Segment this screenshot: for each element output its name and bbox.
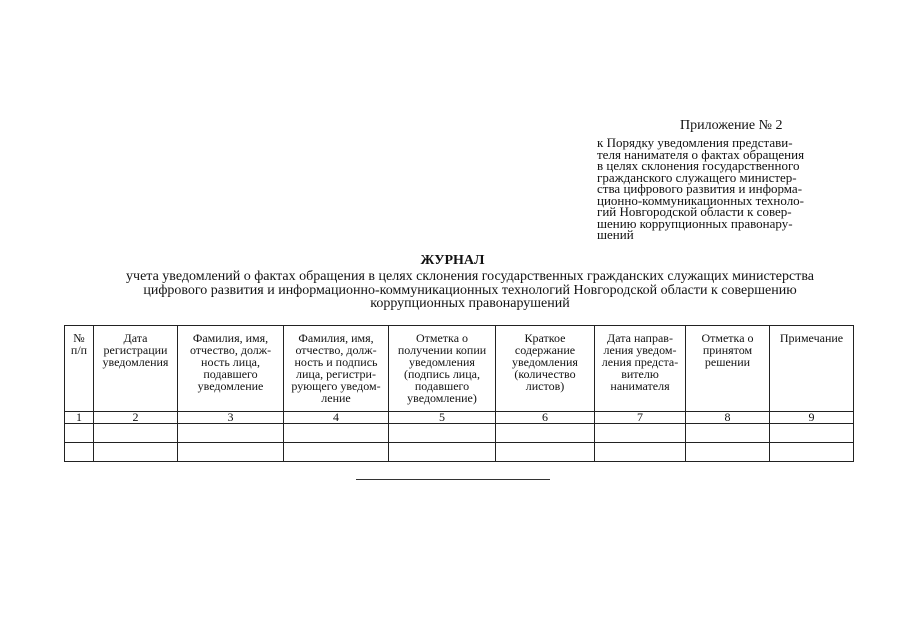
column-header-line: получении копии xyxy=(397,343,487,357)
column-header-line: уведомления xyxy=(409,355,475,369)
journal-subtitle-line: цифрового развития и информационно-коммуникационных технологий Новгородской области к совершению xyxy=(143,282,797,298)
table-header-row xyxy=(65,326,854,412)
column-header-line: (количество xyxy=(514,367,576,381)
column-number: 1 xyxy=(65,412,94,424)
column-number: 6 xyxy=(496,412,595,424)
column-header-1 xyxy=(65,326,94,412)
column-header-line: Фамилия, имя, xyxy=(192,331,269,345)
column-header-line: Дата xyxy=(123,331,148,345)
column-header-line: ления предста- xyxy=(601,355,679,369)
column-header-line: № xyxy=(73,331,85,345)
table-cell xyxy=(595,424,686,443)
column-number-row xyxy=(65,412,854,424)
column-header-line: регистрации xyxy=(103,343,168,357)
column-header-line: Дата направ- xyxy=(607,331,673,345)
column-header-line: ление xyxy=(321,391,351,405)
column-header-line: решении xyxy=(704,355,751,369)
appendix-line: теля нанимателя о фактах обращения xyxy=(597,146,805,162)
table-cell xyxy=(496,443,595,462)
column-header-line: Примечание xyxy=(779,331,844,345)
column-header-line: уведомление) xyxy=(407,391,477,405)
appendix-line: гий Новгородской области к совер- xyxy=(597,204,792,219)
table-cell xyxy=(284,424,389,443)
table-row xyxy=(65,424,854,443)
column-number: 9 xyxy=(770,412,854,424)
column-header-line: уведомления xyxy=(512,355,578,369)
column-header-line: ления уведом- xyxy=(603,343,677,357)
column-number: 4 xyxy=(284,412,389,424)
column-header-line: листов) xyxy=(525,379,565,393)
column-header-line: ность лица, xyxy=(201,355,260,369)
column-header-line: принятом xyxy=(702,343,753,357)
table-cell xyxy=(94,443,178,462)
appendix-title: Приложение № 2 xyxy=(680,118,783,133)
table-cell xyxy=(389,443,496,462)
bottom-rule xyxy=(356,479,550,480)
journal-title: ЖУРНАЛ xyxy=(420,253,485,268)
column-header-line: отчество, долж- xyxy=(295,343,377,357)
column-header-4 xyxy=(284,326,389,412)
table-cell xyxy=(686,443,770,462)
table-cell xyxy=(595,443,686,462)
column-header-line: Краткое xyxy=(524,331,566,345)
journal-subtitle-line: учета уведомлений о фактах обращения в целях склонения государственных гражданских служащих министерства xyxy=(126,269,814,284)
appendix-text xyxy=(597,137,845,241)
appendix-line: в целях склонения государственного xyxy=(597,158,800,173)
column-header-line: Фамилия, имя, xyxy=(298,331,374,345)
column-header-line: уведомление xyxy=(197,379,264,393)
journal-subtitle-line: коррупционных правонарушений xyxy=(370,296,570,311)
journal-table xyxy=(64,325,854,462)
column-header-3 xyxy=(178,326,284,412)
column-header-line: Отметка о xyxy=(415,331,469,345)
table-cell xyxy=(178,424,284,443)
column-header-line: Отметка о xyxy=(701,331,754,345)
column-header-line: подавшего xyxy=(203,367,258,381)
column-header-line: вителю xyxy=(621,367,659,381)
column-number: 2 xyxy=(94,412,178,424)
column-header-line: лица, регистри- xyxy=(296,367,376,381)
column-header-line: (подпись лица, xyxy=(404,367,480,381)
journal-subtitle xyxy=(80,270,860,311)
table-cell xyxy=(389,424,496,443)
column-header-7 xyxy=(595,326,686,412)
column-header-line: уведомления xyxy=(102,355,169,369)
column-header-line: нанимателя xyxy=(610,379,670,393)
appendix-line: гражданского служащего министер- xyxy=(597,169,797,185)
column-number: 3 xyxy=(178,412,284,424)
appendix-line: ционно-коммуникационных техноло- xyxy=(597,192,805,208)
table-cell xyxy=(284,443,389,462)
appendix-line: шений xyxy=(597,227,634,242)
column-header-6 xyxy=(496,326,595,412)
table-cell xyxy=(770,424,854,443)
column-header-2 xyxy=(94,326,178,412)
column-number: 7 xyxy=(595,412,686,424)
table-cell xyxy=(496,424,595,443)
column-header-line: рующего уведом- xyxy=(291,379,381,393)
column-number: 5 xyxy=(389,412,496,424)
table-cell xyxy=(770,443,854,462)
appendix-line: шению коррупционных правонару- xyxy=(597,215,793,231)
table-cell xyxy=(65,424,94,443)
column-header-line: содержание xyxy=(514,343,576,357)
table-cell xyxy=(94,424,178,443)
column-header-line: ность и подпись xyxy=(294,355,378,369)
column-header-8 xyxy=(686,326,770,412)
table-cell xyxy=(178,443,284,462)
table-row xyxy=(65,443,854,462)
column-header-line: отчество, долж- xyxy=(189,343,272,357)
column-header-5 xyxy=(389,326,496,412)
table-cell xyxy=(686,424,770,443)
appendix-line: к Порядку уведомления представи- xyxy=(597,135,793,150)
column-number: 8 xyxy=(686,412,770,424)
appendix-line: ства цифрового развития и информа- xyxy=(597,181,803,196)
column-header-line: подавшего xyxy=(414,379,470,393)
table-cell xyxy=(65,443,94,462)
column-header-9 xyxy=(770,326,854,412)
column-header-line: п/п xyxy=(70,343,88,357)
